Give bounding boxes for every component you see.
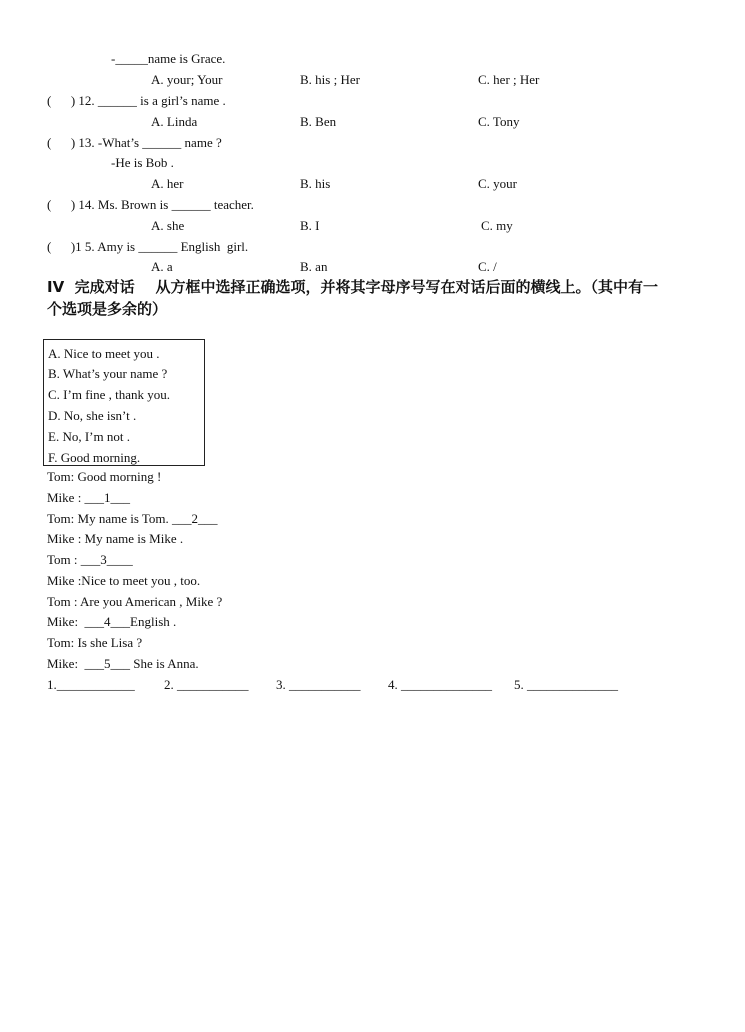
q12-option-b: B. Ben bbox=[300, 114, 337, 129]
q15-option-c: C. / bbox=[478, 259, 497, 274]
dialogue-line: Mike: ___5___ She is Anna. bbox=[47, 656, 199, 671]
q15-option-a: A. a bbox=[151, 259, 173, 274]
q15-stem: ( )1 5. Amy is ______ English girl. bbox=[47, 239, 249, 254]
q12-option-c: C. Tony bbox=[478, 114, 520, 129]
q14-option-c: C. my bbox=[481, 218, 513, 233]
dialogue-line: Tom : Are you American , Mike ? bbox=[47, 594, 223, 609]
section-4-title: IV 完成对话 从方框中选择正确选项，并将其字母序号写在对话后面的横线上。（其中有一 bbox=[47, 278, 659, 296]
answer-blank-2[interactable]: 2. ___________ bbox=[164, 677, 249, 692]
q14-option-b: B. I bbox=[300, 218, 320, 233]
dialogue-line: Mike :Nice to meet you , too. bbox=[47, 573, 201, 588]
q12-option-a: A. Linda bbox=[151, 114, 198, 129]
q13-option-c: C. your bbox=[478, 176, 517, 191]
choice-f: F. Good morning. bbox=[48, 450, 141, 465]
dialogue-line: Tom: My name is Tom. ___2___ bbox=[47, 511, 218, 526]
answer-blank-5[interactable]: 5. ______________ bbox=[514, 677, 618, 692]
choice-a: A. Nice to meet you . bbox=[48, 346, 160, 361]
answer-blank-3[interactable]: 3. ___________ bbox=[276, 677, 361, 692]
q11-option-c: C. her ; Her bbox=[478, 72, 540, 87]
q14-option-a: A. she bbox=[151, 218, 185, 233]
dialogue-line: Tom : ___3____ bbox=[47, 552, 133, 567]
dialogue-line: Mike : My name is Mike . bbox=[47, 531, 184, 546]
dialogue-line: Mike : ___1___ bbox=[47, 490, 131, 505]
q13-option-a: A. her bbox=[151, 176, 184, 191]
q11-option-a: A. your; Your bbox=[151, 72, 223, 87]
q11-line2: -_____name is Grace. bbox=[111, 51, 226, 66]
choice-d: D. No, she isn’t . bbox=[48, 408, 137, 423]
q13-line2: -He is Bob . bbox=[111, 155, 174, 170]
q13-option-b: B. his bbox=[300, 176, 331, 191]
choice-b: B. What’s your name ? bbox=[48, 366, 168, 381]
dialogue-line: Mike: ___4___English . bbox=[47, 614, 177, 629]
choice-c: C. I’m fine , thank you. bbox=[48, 387, 171, 402]
section-4-title-cont: 个选项是多余的） bbox=[47, 300, 168, 318]
answer-blank-1[interactable]: 1.____________ bbox=[47, 677, 135, 692]
dialogue-line: Tom: Good morning ! bbox=[47, 469, 162, 484]
q14-stem: ( ) 14. Ms. Brown is ______ teacher. bbox=[47, 197, 254, 212]
dialogue-line: Tom: Is she Lisa ? bbox=[47, 635, 143, 650]
answer-blank-4[interactable]: 4. ______________ bbox=[388, 677, 492, 692]
q13-stem: ( ) 13. -What’s ______ name ? bbox=[47, 135, 222, 150]
q12-stem: ( ) 12. ______ is a girl’s name . bbox=[47, 93, 226, 108]
q15-option-b: B. an bbox=[300, 259, 328, 274]
choice-e: E. No, I’m not . bbox=[48, 429, 130, 444]
q11-option-b: B. his ; Her bbox=[300, 72, 360, 87]
